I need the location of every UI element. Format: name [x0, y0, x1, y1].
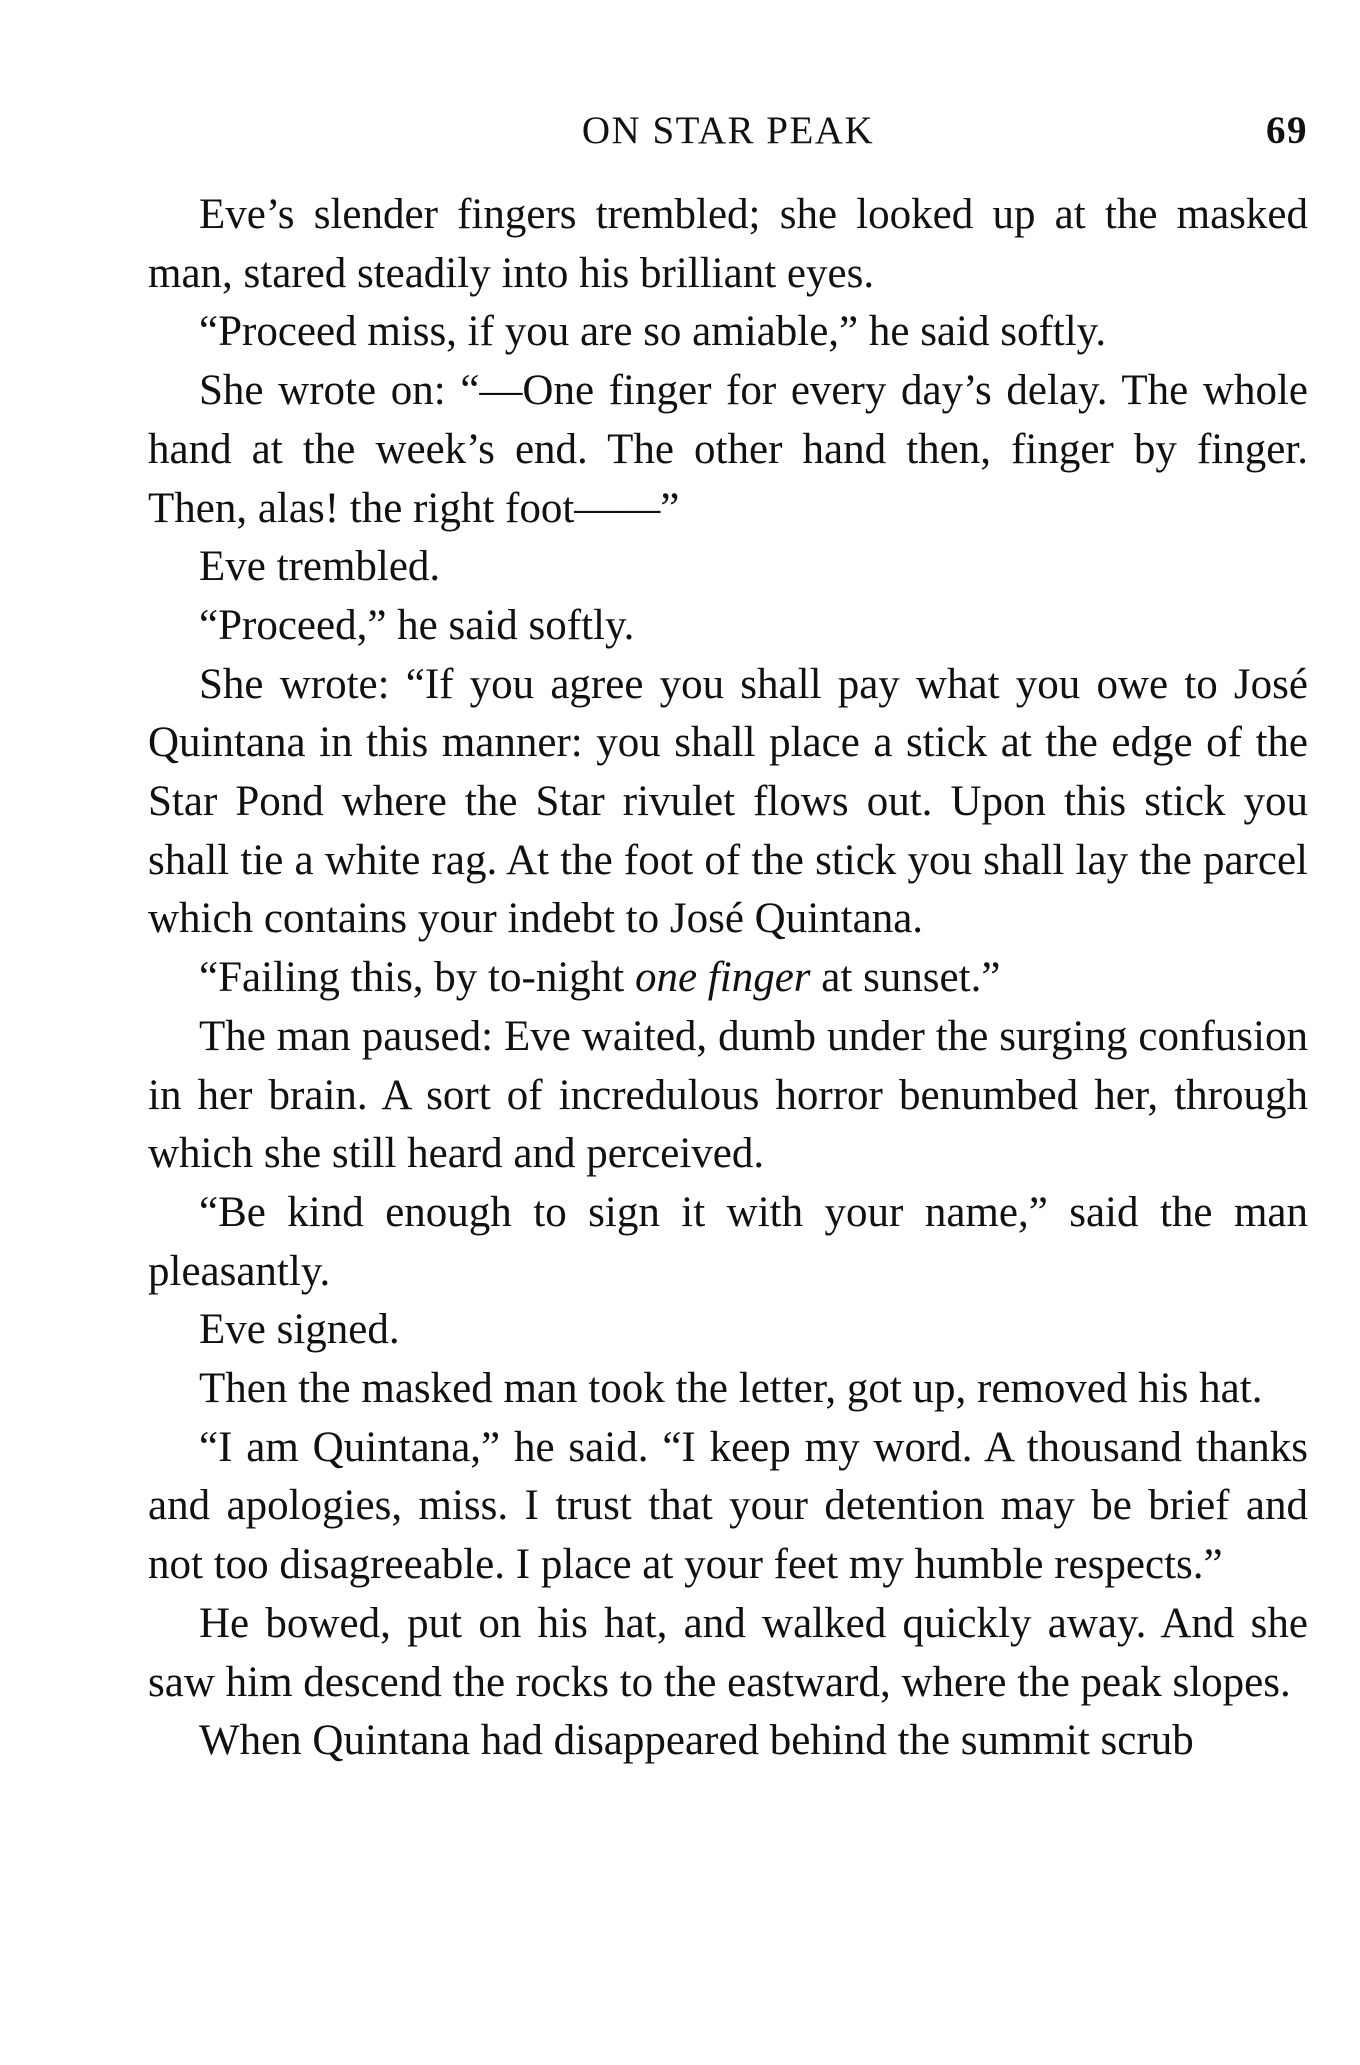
paragraph: Eve signed. [199, 1306, 400, 1354]
book-page [148, 108, 1308, 1771]
paragraph: The man paused: Eve waited, dumb under the surging confusion in her brain. A sort of incredulous horror benumbed her, through which she still heard and perceived. [148, 1012, 1308, 1178]
paragraph: “Proceed miss, if you are so amiable,” he said softly. [199, 308, 1107, 356]
page-number: 69 [1266, 109, 1308, 152]
paragraph: He bowed, put on his hat, and walked quickly away. And she saw him descend the rocks to the eastward, where the peak slopes. [148, 1599, 1308, 1706]
paragraph: She wrote on: “—One finger for every day’s delay. The whole hand at the week’s end. The other hand then, finger by finger. Then, alas! the right foot——” [148, 367, 1308, 532]
paragraph: Eve trembled. [199, 543, 441, 591]
paragraph: Then the masked man took the letter, got up, removed his hat. [199, 1365, 1263, 1413]
paragraph: “Be kind enough to sign it with your name,” said the man pleasantly. [148, 1188, 1308, 1295]
paragraph: She wrote: “If you agree you shall pay what you owe to José Quintana in this manner: you shall place a stick at the edge of the Star Pond where the Star rivulet flows out. Upon this stick you shall tie a white rag. At the foot of the stick you shall lay the parcel which contains your indebt to José Quintana. [148, 660, 1308, 943]
running-head: ON STAR PEAK [581, 109, 875, 152]
page-header [148, 108, 1308, 174]
paragraph: When Quintana had disappeared behind the summit scrub [199, 1717, 1194, 1765]
italic-phrase: one finger [634, 954, 811, 1002]
paragraph: “Proceed,” he said softly. [199, 601, 635, 649]
body-text [148, 186, 1308, 1771]
paragraph: “I am Quintana,” he said. “I keep my word. A thousand thanks and apologies, miss. I trust that your detention may be brief and not too disagreeable. I place at your feet my humble respects.” [148, 1423, 1308, 1589]
paragraph: Eve’s slender fingers trembled; she looked up at the masked man, stared steadily into his brilliant eyes. [148, 191, 1308, 297]
paragraph: “Failing this, by to-night one finger at sunset.” [199, 954, 1001, 1002]
